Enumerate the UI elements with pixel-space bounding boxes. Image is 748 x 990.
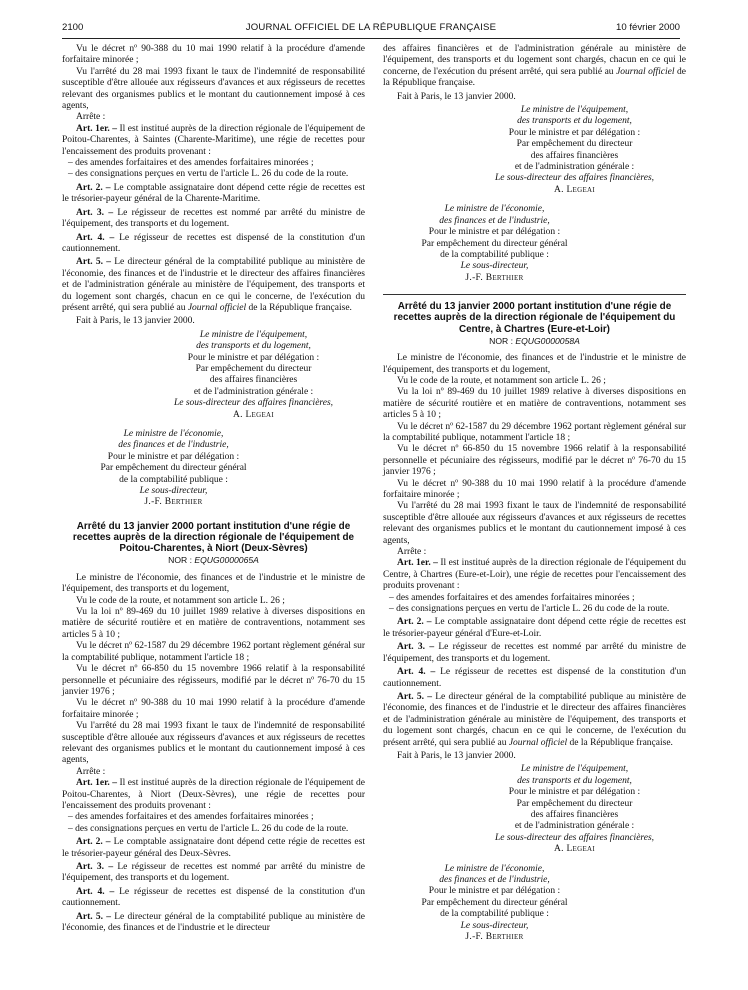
article-3: Art. 3. – Le régisseur de recettes est nommé par arrêté du ministre de l'équipement, des transports et du logement. bbox=[62, 207, 365, 230]
list-item: – des amendes forfaitaires et des amendes forfaitaires minorées ; bbox=[68, 158, 314, 169]
visa: Vu l'arrêté du 28 mai 1993 fixant le taux de l'indemnité de responsabilité susceptible d'être allouée aux régisseurs d'avances et aux régisseurs de recettes relevant des organismes publics et le montant du cautionnement imposé à ces agents, bbox=[383, 501, 686, 546]
visa: Vu le décret nº 90-388 du 10 mai 1990 relatif à la procédure d'amende forfaitaire minorée ; bbox=[383, 478, 686, 501]
signature-block: Le ministre de l'équipement, des transports et du logement, Pour le ministre et par délégation : Par empêchement du directeur des affaires financières et de l'administration générale : Le sous-directeur des affaires financières, A. Legeai bbox=[62, 330, 365, 421]
signatory-name: J.-F. Berthier bbox=[465, 932, 524, 943]
article-label: Art. 3. – bbox=[76, 207, 114, 218]
signature-block: Le ministre de l'équipement, des transports et du logement, Pour le ministre et par délégation : Par empêchement du directeur des affaires financières et de l'administration générale : Le sous-directeur des affaires financières, A. Legeai bbox=[383, 105, 686, 196]
visa: Vu le code de la route, et notamment son article L. 26 ; bbox=[397, 375, 606, 386]
nor-reference: NOR : EQUG0000065A bbox=[168, 555, 259, 566]
section-divider bbox=[383, 294, 686, 295]
article-4: Art. 4. – Le régisseur de recettes est dispensé de la constitution d'un cautionnement. bbox=[383, 667, 686, 689]
article-label: Art. 2. – bbox=[76, 837, 111, 848]
article-label: Art. 5. – bbox=[397, 691, 432, 702]
article-2: Art. 2. – Le comptable assignataire dont dépend cette régie de recettes est le trésorier-payeur général des Deux-Sèvres. bbox=[62, 837, 365, 859]
article-1: Art. 1er. – Il est institué auprès de la direction régionale de l'équipement de Poitou-Charentes, à Saintes (Charente-Maritime), une régie de recettes pour l'encaissement des produits provenant : bbox=[62, 123, 365, 157]
article-5-continued: des affaires financières et de l'administration générale au ministère de l'équipement, des transports et du logement sont chargés, chacun en ce qui le concerne, de l'exécution du présent arrêté, qui sera publié au Journal officiel de la République française. bbox=[383, 44, 686, 89]
visa: Vu le décret nº 62-1587 du 29 décembre 1962 portant règlement général sur la comptabilité publique, notamment l'article 18 ; bbox=[62, 641, 365, 663]
article-5: Art. 5. – Le directeur général de la comptabilité publique au ministère de l'économie, des finances et de l'industrie et le directeur bbox=[62, 911, 365, 934]
visa: Vu la loi nº 89-469 du 10 juillet 1989 relative à diverses dispositions en matière de sécurité routière et en matière de contraventions, notamment ses articles 5 à 10 ; bbox=[383, 387, 686, 421]
signatory-name: A. Legeai bbox=[553, 184, 596, 195]
article-label: Art. 2. – bbox=[397, 617, 432, 628]
list-item: – des consignations perçues en vertu de l'article L. 26 du code de la route. bbox=[68, 169, 349, 180]
signature-date: Fait à Paris, le 13 janvier 2000. bbox=[76, 316, 195, 327]
article-label: Art. 3. – bbox=[76, 862, 114, 873]
page-number: 2100 bbox=[62, 22, 84, 33]
signatory-name: A. Legeai bbox=[232, 409, 275, 420]
article-label: Art. 5. – bbox=[76, 257, 111, 268]
journal-title: JOURNAL OFFICIEL DE LA RÉPUBLIQUE FRANÇAISE bbox=[245, 22, 497, 33]
arrete-heading: Arrête : bbox=[76, 112, 106, 123]
page-header bbox=[62, 22, 680, 36]
arrete-heading: Arrête : bbox=[397, 547, 427, 558]
visa: Vu le décret nº 66-850 du 15 novembre 1966 relatif à la responsabilité personnelle et pécuniaire des régisseurs, modifié par le décret nº 76-70 du 15 janvier 1976 ; bbox=[62, 664, 365, 697]
journal-officiel: Journal officiel bbox=[508, 737, 568, 748]
article-5: Art. 5. – Le directeur général de la comptabilité publique au ministère de l'économie, des finances et de l'industrie et le directeur des affaires financières et de l'administration générale au ministère de l'équipement, des transports et du logement sont chargés, chacun en ce qui le concerne, de l'exécution du présent arrêté, qui sera publié au Journal officiel de la République française. bbox=[62, 257, 365, 313]
article-label: Art. 4. – bbox=[76, 232, 115, 243]
header-rule bbox=[62, 38, 680, 39]
signature-block: Le ministre de l'économie, des finances et de l'industrie, Pour le ministre et par délégation : Par empêchement du directeur général de la comptabilité publique : Le sous-directeur, J.-F. Berthier bbox=[62, 429, 365, 509]
article-4: Art. 4. – Le régisseur de recettes est dispensé de la constitution d'un cautionnement. bbox=[62, 886, 365, 909]
signatory-name: A. Legeai bbox=[553, 844, 596, 855]
article-3: Art. 3. – Le régisseur de recettes est nommé par arrêté du ministre de l'équipement, des transports et du logement. bbox=[62, 862, 365, 884]
journal-officiel: Journal officiel bbox=[616, 66, 675, 77]
visa: Vu le décret nº 62-1587 du 29 décembre 1962 portant règlement général sur la comptabilité publique, notamment l'article 18 ; bbox=[383, 421, 686, 443]
article-4: Art. 4. – Le régisseur de recettes est dispensé de la constitution d'un cautionnement. bbox=[62, 232, 365, 254]
visa: Vu l'arrêté du 28 mai 1993 fixant le taux de l'indemnité de responsabilité susceptible d'être allouée aux régisseurs d'avances et aux régisseurs de recettes relevant des organismes publics et le montant du cautionnement imposé à ces agents, bbox=[62, 721, 365, 766]
signature-date: Fait à Paris, le 13 janvier 2000. bbox=[397, 91, 516, 102]
signature-block: Le ministre de l'économie, des finances et de l'industrie, Pour le ministre et par délégation : Par empêchement du directeur général de la comptabilité publique : Le sous-directeur, J.-F. Berthier bbox=[383, 864, 686, 944]
decree-title: Arrêté du 13 janvier 2000 portant institution d'une régie de recettes auprès de la direction régionale de l'équipement de Poitou-Charentes, à Niort (Deux-Sèvres) bbox=[72, 520, 355, 555]
visa: Le ministre de l'économie, des finances et de l'industrie et le ministre de l'équipement, des transports et du logement, bbox=[383, 353, 686, 375]
visa: Vu le décret nº 90-388 du 10 mai 1990 relatif à la procédure d'amende forfaitaire minorée ; bbox=[62, 44, 365, 66]
right-column bbox=[383, 44, 686, 949]
article-label: Art. 4. – bbox=[397, 667, 436, 678]
signature-date: Fait à Paris, le 13 janvier 2000. bbox=[397, 750, 516, 761]
article-1: Art. 1er. – Il est institué auprès de la direction régionale de l'équipement du Centre, à Chartres (Eure-et-Loir), une régie de recettes pour l'encaissement des produits provenant : bbox=[383, 558, 686, 592]
visa: Vu le décret nº 90-388 du 10 mai 1990 relatif à la procédure d'amende forfaitaire minorée ; bbox=[62, 698, 365, 720]
list-item: – des consignations perçues en vertu de l'article L. 26 du code de la route. bbox=[68, 823, 349, 834]
article-label: Art. 1er. – bbox=[76, 123, 118, 134]
list-item: – des amendes forfaitaires et des amendes forfaitaires minorées ; bbox=[389, 592, 635, 603]
nor-reference: NOR : EQUG0000058A bbox=[489, 335, 580, 346]
list-item: – des consignations perçues en vertu de l'article L. 26 du code de la route. bbox=[389, 604, 670, 615]
article-label: Art. 2. – bbox=[76, 182, 111, 193]
article-label: Art. 5. – bbox=[76, 911, 111, 922]
left-column bbox=[62, 44, 365, 934]
visa: Vu la loi nº 89-469 du 10 juillet 1989 relative à diverses dispositions en matière de sécurité routière et en matière de contraventions, notamment ses articles 5 à 10 ; bbox=[62, 607, 365, 640]
journal-officiel: Journal officiel bbox=[187, 302, 247, 313]
article-label: Art. 3. – bbox=[397, 642, 435, 653]
article-label: Art. 1er. – bbox=[397, 558, 438, 569]
signature-block: Le ministre de l'équipement, des transports et du logement, Pour le ministre et par délégation : Par empêchement du directeur des affaires financières et de l'administration générale : Le sous-directeur des affaires financières, A. Legeai bbox=[383, 764, 686, 855]
article-5: Art. 5. – Le directeur général de la comptabilité publique au ministère de l'économie, des finances et de l'industrie et le directeur des affaires financières et de l'administration générale au ministère de l'équipement, des transports et du logement sont chargés, chacun en ce qui le concerne, de l'exécution du présent arrêté, qui sera publié au Journal officiel de la République française. bbox=[383, 691, 686, 748]
visa: Vu le décret nº 66-850 du 15 novembre 1966 relatif à la responsabilité personnelle et pécuniaire des régisseurs, modifié par le décret nº 76-70 du 15 janvier 1976 ; bbox=[383, 444, 686, 478]
signatory-name: J.-F. Berthier bbox=[144, 497, 203, 508]
article-3: Art. 3. – Le régisseur de recettes est nommé par arrêté du ministre de l'équipement, des transports et du logement. bbox=[383, 642, 686, 664]
list-item: – des amendes forfaitaires et des amendes forfaitaires minorées ; bbox=[68, 812, 314, 823]
article-1: Art. 1er. – Il est institué auprès de la direction régionale de l'équipement de Poitou-Charentes, à Niort (Deux-Sèvres), une régie de recettes pour l'encaissement des produits provenant : bbox=[62, 778, 365, 811]
visa: Vu le code de la route, et notamment son article L. 26 ; bbox=[76, 595, 285, 606]
issue-date: 10 février 2000 bbox=[616, 22, 680, 33]
article-label: Art. 1er. – bbox=[76, 778, 118, 789]
decree-title: Arrêté du 13 janvier 2000 portant institution d'une régie de recettes auprès de la direction régionale de l'équipement du Centre, à Chartres (Eure-et-Loir) bbox=[393, 301, 676, 335]
signatory-name: J.-F. Berthier bbox=[465, 272, 524, 283]
visa: Vu l'arrêté du 28 mai 1993 fixant le taux de l'indemnité de responsabilité susceptible d'être allouée aux régisseurs d'avances et aux régisseurs de recettes relevant des organismes publics et le montant du cautionnement imposé à ces agents, bbox=[62, 66, 365, 112]
article-2: Art. 2. – Le comptable assignataire dont dépend cette régie de recettes est le trésorier-payeur général de la Charente-Maritime. bbox=[62, 182, 365, 205]
article-label: Art. 4. – bbox=[76, 886, 115, 897]
article-2: Art. 2. – Le comptable assignataire dont dépend cette régie de recettes est le trésorier-payeur général d'Eure-et-Loir. bbox=[383, 617, 686, 639]
signature-block: Le ministre de l'économie, des finances et de l'industrie, Pour le ministre et par délégation : Par empêchement du directeur général de la comptabilité publique : Le sous-directeur, J.-F. Berthier bbox=[383, 204, 686, 284]
visa: Le ministre de l'économie, des finances et de l'industrie et le ministre de l'équipement, des transports et du logement, bbox=[62, 572, 365, 595]
arrete-heading: Arrête : bbox=[76, 766, 106, 777]
